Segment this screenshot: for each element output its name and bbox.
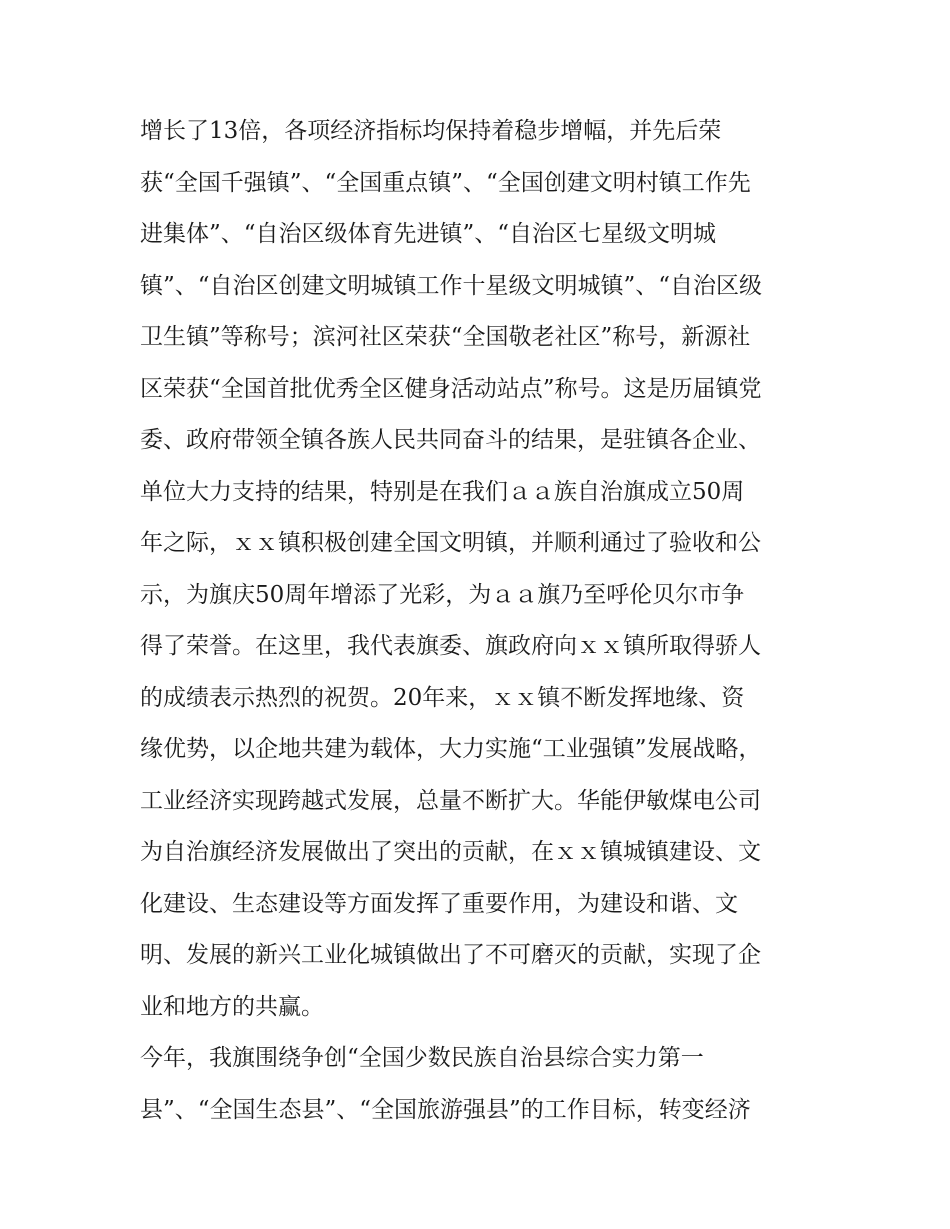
text-line: 县”、“全国生态县”、“全国旅游强县”的工作目标，转变经济 <box>140 1096 751 1123</box>
text-line: 示，为旗庆50周年增添了光彩，为ａａ旗乃至呼伦贝尔市争 <box>140 581 745 608</box>
text-line: 单位大力支持的结果，特别是在我们ａａ族自治旗成立50周 <box>140 478 745 505</box>
text-line: 化建设、生态建设等方面发挥了重要作用，为建设和谐、文 <box>140 890 738 917</box>
text-line: 镇”、“自治区创建文明城镇工作十星级文明城镇”、“自治区级 <box>140 272 763 299</box>
body-text <box>140 106 820 1136</box>
text-line: 工业经济实现跨越式发展，总量不断扩大。华能伊敏煤电公司 <box>140 787 761 814</box>
text-line: 明、发展的新兴工业化城镇做出了不可磨灭的贡献，实现了企 <box>140 942 761 968</box>
text-line: 的成绩表示热烈的祝贺。20年来，ｘｘ镇不断发挥地缘、资 <box>140 684 745 711</box>
text-line: 今年，我旗围绕争创“全国少数民族自治县综合实力第一 <box>140 1045 704 1071</box>
text-line: 缘优势，以企地共建为载体，大力实施“工业强镇”发展战略， <box>140 736 762 762</box>
text-line: 获“全国千强镇”、“全国重点镇”、“全国创建文明村镇工作先 <box>140 169 751 196</box>
text-line: 年之际，ｘｘ镇积极创建全国文明镇，并顺利通过了验收和公 <box>140 530 761 556</box>
text-line: 得了荣誉。在这里，我代表旗委、旗政府向ｘｘ镇所取得骄人 <box>140 633 761 659</box>
text-line: 卫生镇”等称号；滨河社区荣获“全国敬老社区”称号，新源社 <box>140 324 751 350</box>
text-line: 为自治旗经济发展做出了突出的贡献，在ｘｘ镇城镇建设、文 <box>140 839 761 865</box>
text-line: 业和地方的共赢。 <box>140 993 324 1020</box>
text-line: 委、政府带领全镇各族人民共同奋斗的结果，是驻镇各企业、 <box>140 427 761 453</box>
text-line: 进集体”、“自治区级体育先进镇”、“自治区七星级文明城 <box>140 221 717 247</box>
text-line: 增长了13倍，各项经济指标均保持着稳步增幅，并先后荣 <box>140 118 722 144</box>
text-line: 区荣获“全国首批优秀全区健身活动站点”称号。这是历届镇党 <box>140 375 762 402</box>
